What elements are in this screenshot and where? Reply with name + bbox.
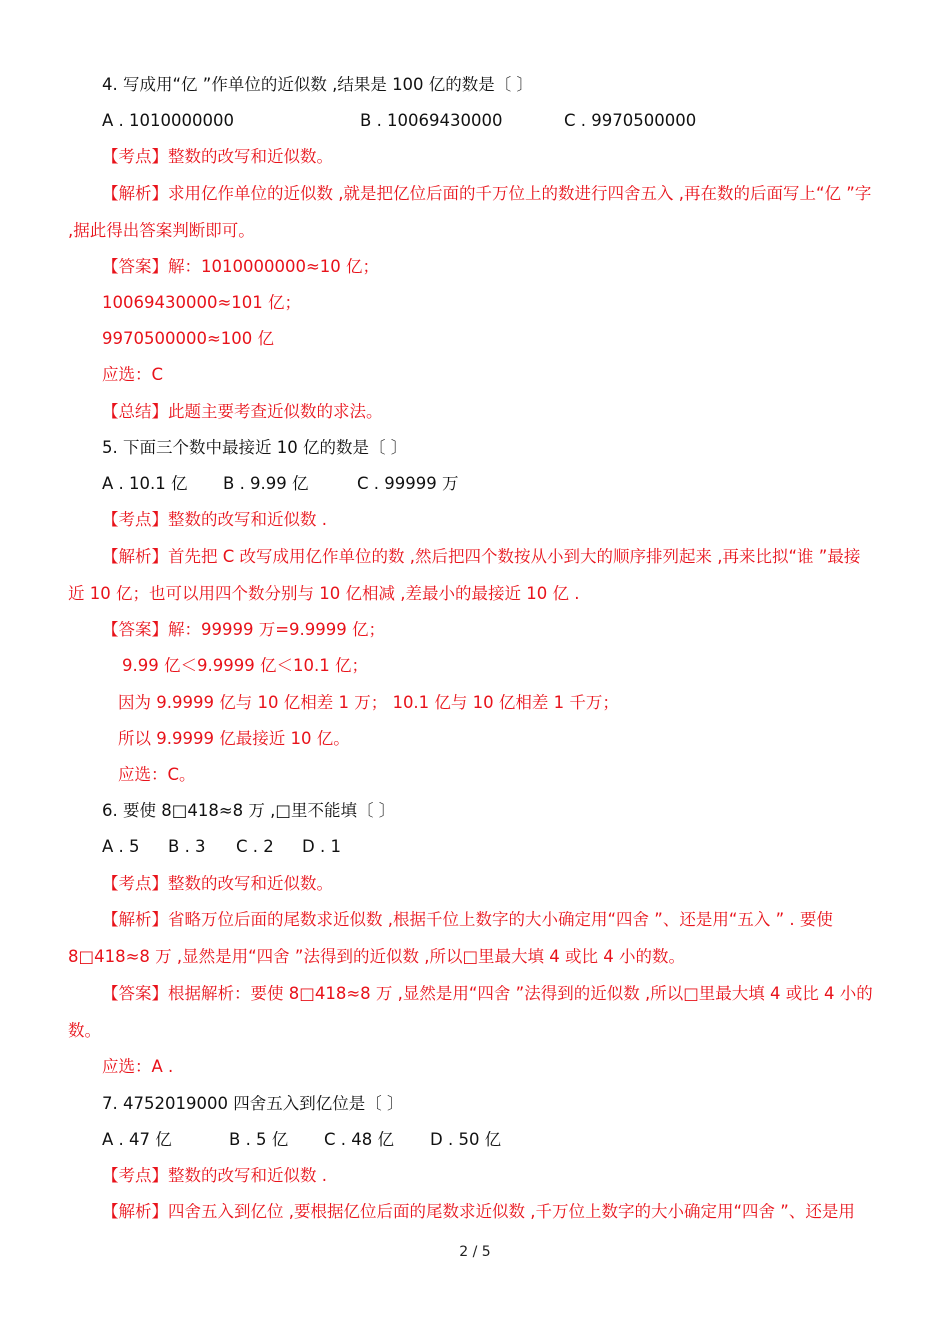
q6-option-d: D . 1 (302, 837, 341, 856)
q4-answer-line2: 10069430000≈101 亿； (102, 293, 302, 312)
q7-question: 7. 4752019000 四舍五入到亿位是〔 〕 (102, 1094, 404, 1113)
q4-option-a: A . 1010000000 (102, 111, 234, 130)
q7-option-c: C . 48 亿 (324, 1130, 394, 1149)
q5-kaodian: 【考点】整数的改写和近似数 . (102, 510, 327, 529)
q5-answer-line2: 9.99 亿＜9.9999 亿＜10.1 亿； (122, 656, 368, 675)
q7-kaodian: 【考点】整数的改写和近似数 . (102, 1166, 327, 1185)
q4-option-b: B . 10069430000 (360, 111, 503, 130)
q4-question: 4. 写成用“亿 ”作单位的近似数 ,结果是 100 亿的数是〔 〕 (102, 75, 534, 94)
q4-jiexi-line1: 【解析】求用亿作单位的近似数 ,就是把亿位后面的千万位上的数进行四舍五入 ,再在数的后面写上“亿 ”字 (102, 184, 872, 203)
q4-answer-line1: 【答案】解：1010000000≈10 亿； (102, 257, 380, 276)
q7-jiexi-line1: 【解析】四舍五入到亿位 ,要根据亿位后面的尾数求近似数 ,千万位上数字的大小确定用“四舍 ”、还是用 (102, 1202, 855, 1221)
q5-jiexi-line2: 近 10 亿；也可以用四个数分别与 10 亿相减 ,差最小的最接近 10 亿 . (68, 584, 580, 603)
q5-select: 应选：C。 (118, 765, 196, 784)
q7-option-a: A . 47 亿 (102, 1130, 172, 1149)
q5-answer-line1: 【答案】解：99999 万=9.9999 亿； (102, 620, 386, 639)
q5-option-a: A . 10.1 亿 (102, 474, 188, 493)
q6-kaodian: 【考点】整数的改写和近似数。 (102, 874, 333, 893)
q5-answer-line4: 所以 9.9999 亿最接近 10 亿。 (118, 729, 350, 748)
q5-option-c: C . 99999 万 (357, 474, 459, 493)
q6-answer-line1: 【答案】根据解析：要使 8□418≈8 万 ,显然是用“四舍 ”法得到的近似数 ,所以□里最大填 4 或比 4 小的 (102, 984, 873, 1003)
q4-kaodian: 【考点】整数的改写和近似数。 (102, 147, 333, 166)
q5-option-b: B . 9.99 亿 (223, 474, 309, 493)
q6-answer-line2: 数。 (68, 1021, 101, 1040)
q7-option-d: D . 50 亿 (430, 1130, 502, 1149)
q6-option-c: C . 2 (236, 837, 274, 856)
q4-select: 应选：C (102, 365, 164, 384)
q6-jiexi-line2: 8□418≈8 万 ,显然是用“四舍 ”法得到的近似数 ,所以□里最大填 4 或比 4 小的数。 (68, 947, 686, 966)
q4-jiexi-line2: ,据此得出答案判断即可。 (68, 221, 255, 240)
page-number: 2 / 5 (459, 1244, 491, 1260)
q5-jiexi-line1: 【解析】首先把 C 改写成用亿作单位的数 ,然后把四个数按从小到大的顺序排列起来 ,再来比拟“谁 ”最接 (102, 547, 861, 566)
q6-select: 应选：A . (102, 1057, 174, 1076)
q6-jiexi-line1: 【解析】省略万位后面的尾数求近似数 ,根据千位上数字的大小确定用“四舍 ”、还是用“五入 ” . 要使 (102, 910, 833, 929)
q6-option-a: A . 5 (102, 837, 140, 856)
q6-question: 6. 要使 8□418≈8 万 ,□里不能填〔 〕 (102, 801, 396, 820)
q5-answer-line3: 因为 9.9999 亿与 10 亿相差 1 万； 10.1 亿与 10 亿相差 1 千万； (118, 693, 619, 712)
q4-option-c: C . 9970500000 (564, 111, 697, 130)
q6-option-b: B . 3 (168, 837, 206, 856)
q7-option-b: B . 5 亿 (229, 1130, 289, 1149)
q4-answer-line3: 9970500000≈100 亿 (102, 329, 275, 348)
q5-question: 5. 下面三个数中最接近 10 亿的数是〔 〕 (102, 438, 408, 457)
q4-summary: 【总结】此题主要考查近似数的求法。 (102, 402, 383, 421)
